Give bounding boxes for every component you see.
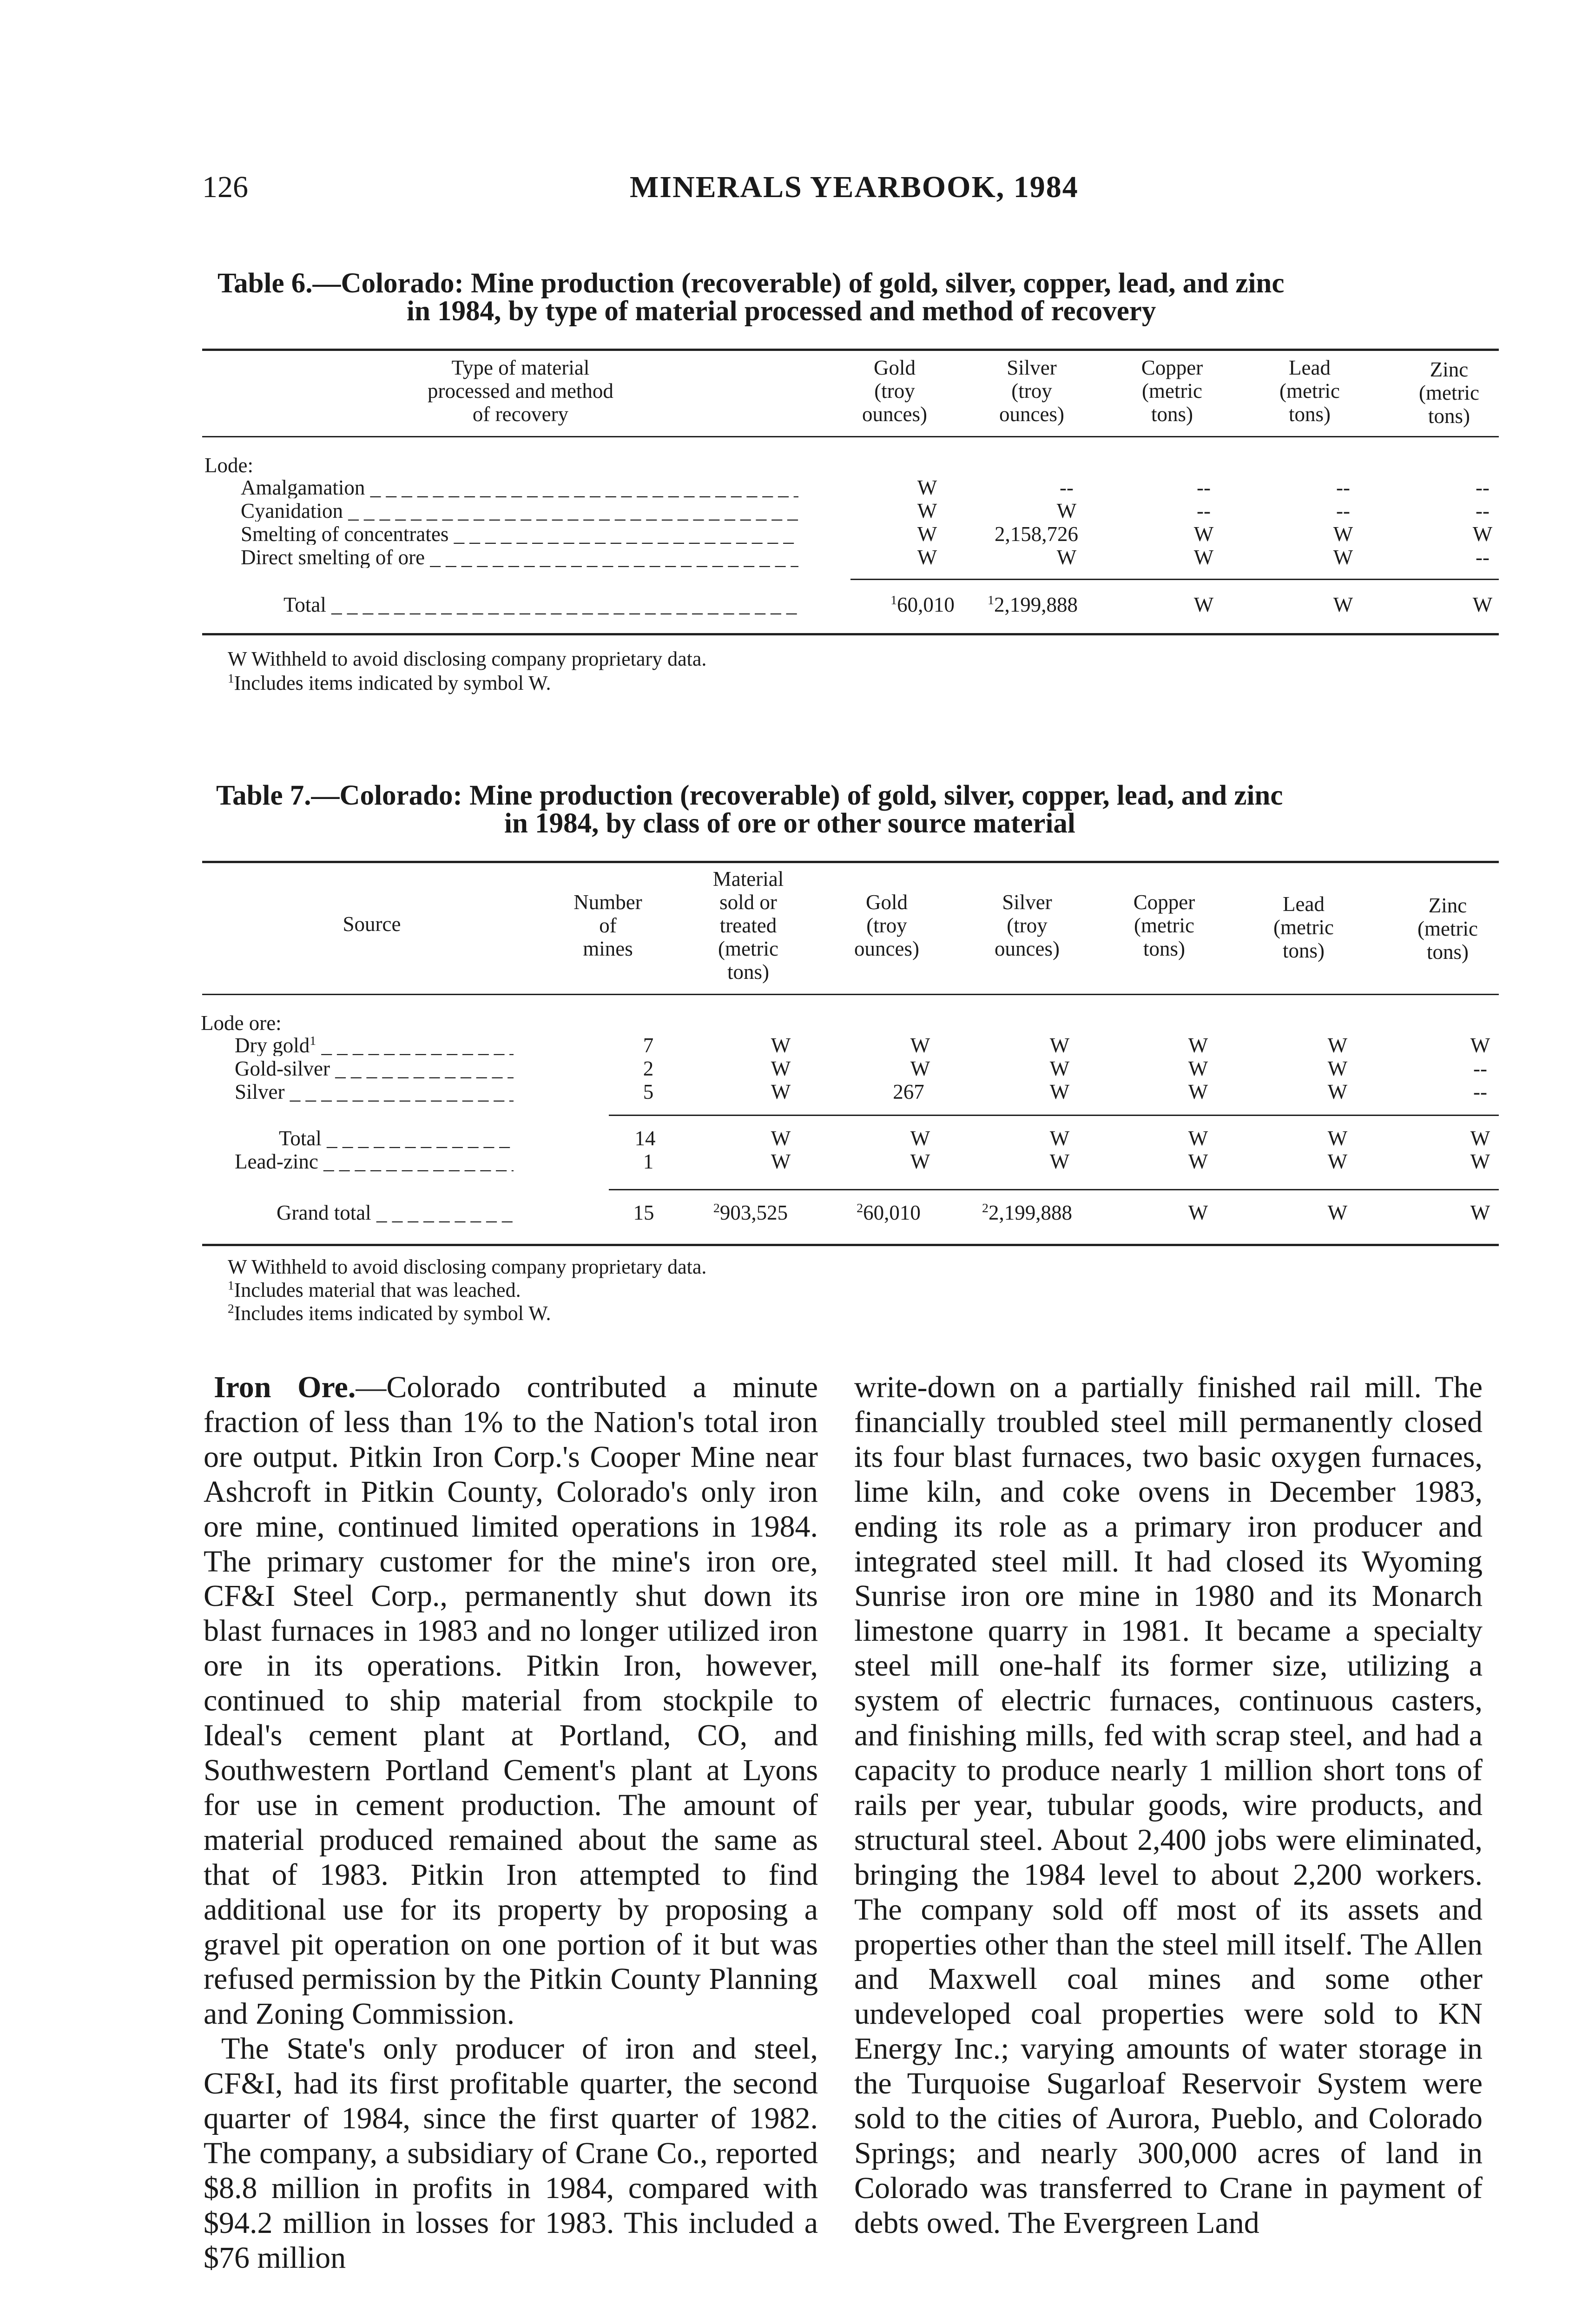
col-head-line: (metric (1417, 917, 1478, 940)
col-head-line: (metric (1279, 379, 1340, 403)
paragraph: write-down on a partially finished rail mill. The financially troubled steel mill permanently closed its four blast furnaces, two basic oxygen furnaces, lime kiln, and coke ovens in December 1983, ending its role as a primary iron producer and integrated steel mill. It had closed its Wyoming Sunrise iron ore mine in 1980 and its Monarch limestone quarry in 1981. It became a specialty steel mill one-half its former size, utilizing a system of electric furnaces, continuous casters, and finishing mills, fed with scrap steel, and had a capacity to produce nearly 1 million short tons of rails per year, tubular goods, wire products, and structural steel. About 2,400 jobs were eliminated, bringing the 1984 level to about 2,200 workers. The company sold off most of its assets and properties other than the steel mill itself. The Allen and Maxwell coal mines and some other undeveloped coal properties were sold to KN Energy Inc.; varying amounts of water storage in the Turquoise Sugarloaf Reservoir System were sold to the cities of Aurora, Pueblo, and Colorado Springs; and nearly 300,000 acres of land in Colorado was transferred to Crane in payment of debts owed. The Evergreen Land (854, 1370, 1483, 2240)
table-cell: W (1327, 1201, 1348, 1224)
table-cell: 14 (634, 1127, 656, 1150)
table-6-total-rule (850, 579, 1499, 580)
col-head-line: (troy (1011, 379, 1052, 403)
table-6-caption-line-2: in 1984, by type of material processed and method of recovery (407, 296, 1156, 327)
table-cell: -- (1197, 499, 1211, 522)
section-lead-in: Iron Ore. (214, 1370, 356, 1404)
table-cell: W (1327, 1057, 1348, 1080)
note-text: W Withheld to avoid disclosing company proprietary data. (228, 647, 707, 670)
col-head-line: tons) (1427, 940, 1469, 964)
table-cell: W (910, 1057, 930, 1080)
table-cell: 1 (643, 1150, 654, 1173)
table-cell: W (1193, 546, 1214, 569)
paragraph: The State's only producer of iron and steel, CF&I, had its first profitable quarter, the second quarter of 1984, since the first quarter of 1982. The company, a subsidiary of Crane Co., reported $8.8 million in profits in 1984, compared with $94.2 million in losses for 1983. This included a $76 million (204, 2032, 818, 2275)
col-head-line: treated (719, 914, 777, 937)
table-6-row-label: Amalgamation _ _ _ (241, 477, 798, 498)
table-cell: 5 (643, 1080, 654, 1103)
col-head-line: Gold (866, 891, 908, 914)
col-head-line: (metric (718, 937, 778, 960)
col-head-line: (metric (1134, 914, 1194, 937)
table-cell: W (1333, 522, 1353, 546)
col-head-line: sold or (719, 891, 777, 914)
table-cell: W (1470, 1201, 1490, 1224)
col-head-line: Zinc (1430, 358, 1469, 381)
footnote-mark: 1 (228, 671, 234, 686)
col-head-line: ounces) (999, 403, 1064, 426)
table-cell: 267 (893, 1080, 924, 1103)
table-cell: -- (1060, 476, 1074, 499)
table-cell: W (1188, 1057, 1208, 1080)
col-head-line: Zinc (1428, 894, 1467, 917)
col-head-line: (metric (1273, 916, 1334, 939)
body-column-left (204, 1370, 818, 2276)
table-cell: W (1327, 1150, 1348, 1173)
page-number: 126 (202, 170, 248, 204)
table-cell: W (917, 476, 937, 499)
total-value: 2,199,888 (988, 1201, 1072, 1224)
table-cell: -- (1476, 546, 1490, 569)
col-head-line: tons) (1283, 939, 1325, 962)
table-cell: W (1333, 546, 1353, 569)
col-head-line: (troy (874, 379, 915, 403)
table-7-top-rule (202, 861, 1499, 863)
table-cell: W (1470, 1034, 1490, 1057)
footnote-mark: 2 (228, 1301, 234, 1316)
table-6-stub-head-3: of recovery (472, 403, 569, 426)
table-cell: -- (1336, 476, 1350, 499)
table-7-stub-head: Source (343, 912, 401, 936)
table-cell: W (1188, 1080, 1208, 1103)
total-value: 903,525 (719, 1201, 788, 1224)
total-value: 60,010 (863, 1201, 921, 1224)
col-head-line: tons) (1151, 403, 1193, 426)
footnote-mark: 1 (228, 1278, 234, 1293)
table-cell: W (1472, 522, 1493, 546)
table-cell: W (771, 1034, 791, 1057)
table-cell: W (1188, 1034, 1208, 1057)
paragraph (204, 1370, 818, 2032)
table-7-bottom-rule (202, 1244, 1499, 1246)
note-text: W Withheld to avoid disclosing company proprietary data. (228, 1255, 707, 1278)
table-cell: W (1188, 1127, 1208, 1150)
table-7-note (228, 1255, 706, 1279)
table-cell: W (917, 546, 937, 569)
table-6-stub-head-1: Type of material (451, 356, 590, 379)
table-6-footnote (228, 671, 551, 695)
table-cell: W (917, 522, 937, 546)
table-cell: -- (1197, 476, 1211, 499)
table-7-group-label: Lode ore: (201, 1011, 282, 1035)
table-7-footnote (228, 1278, 521, 1302)
col-head-line: (metric (1142, 379, 1202, 403)
table-cell: W (1470, 1150, 1490, 1173)
table-cell: W (910, 1127, 930, 1150)
table-cell (988, 594, 1078, 615)
table-cell: W (1193, 522, 1214, 546)
col-head-line: Copper (1133, 891, 1195, 914)
paragraph-text: —Colorado contributed a minute fraction of less than 1% to the Nation's total iron ore output. Pitkin Iron Corp.'s Cooper Mine near Ashcroft in Pitkin County, Colorado's only iron ore mine, continued limited operations in 1984. The primary customer for the mine's iron ore, CF&I Steel Corp., permanently shut down its blast furnaces in 1983 and no longer utilized iron ore in its operations. Pitkin Iron, however, continued to ship material from stockpile to Ideal's cement plant at Portland, CO, and Southwestern Portland Cement's plant at Lyons for use in cement production. The amount of material produced remained about the same as that of 1983. Pitkin Iron attempted to find additional use for its property by proposing a gravel pit operation on one portion of it but was refused permission by the Pitkin County Planning and Zoning Commission. (204, 1370, 818, 2031)
table-cell: 15 (633, 1201, 654, 1224)
table-6-row-label: Cyanidation _ _ _ (241, 500, 798, 522)
table-cell: W (1188, 1201, 1208, 1224)
table-6-top-rule (202, 349, 1499, 351)
footnote-mark: 1 (890, 593, 897, 607)
table-cell: W (917, 499, 937, 522)
table-cell: -- (1473, 1057, 1487, 1080)
table-cell: 7 (643, 1034, 654, 1057)
table-7-grand-total-label: Grand total _ _ _ (277, 1202, 514, 1223)
col-head-line: tons) (1143, 937, 1185, 960)
body-column-right (854, 1370, 1483, 2241)
table-cell: W (1333, 593, 1353, 616)
running-title: MINERALS YEARBOOK, 1984 (630, 170, 1079, 204)
table-cell: -- (1336, 499, 1350, 522)
table-cell: W (1056, 546, 1077, 569)
table-7-row-label (235, 1035, 514, 1056)
table-cell: W (771, 1127, 791, 1150)
table-7-grand-total-rule (609, 1189, 1499, 1190)
col-head-line: Number (573, 891, 642, 914)
table-7-caption-line-1: Table 7.—Colorado: Mine production (recoverable) of gold, silver, copper, lead, and zinc (216, 780, 1283, 811)
col-head-line: mines (583, 937, 633, 960)
table-6-row-label: Direct smelting of ore _ _ _ (241, 547, 798, 568)
table-6-caption-line-1: Table 6.—Colorado: Mine production (recoverable) of gold, silver, copper, lead, and zinc (218, 268, 1285, 299)
table-6-head-rule (202, 436, 1499, 437)
note-text: Includes items indicated by symbol W. (234, 672, 551, 694)
table-7-row-label: Lead-zinc _ _ _ (235, 1151, 514, 1172)
col-head-line: ounces) (854, 937, 919, 960)
table-6-total-label: Total _ _ _ (283, 594, 798, 615)
col-head-line: (metric (1419, 381, 1479, 404)
table-6-bottom-rule (202, 633, 1499, 635)
table-cell (713, 1202, 788, 1223)
table-cell: W (1327, 1034, 1348, 1057)
footnote-mark: 1 (988, 593, 994, 607)
footnote-mark: 2 (857, 1201, 863, 1215)
footnote-mark: 1 (310, 1035, 316, 1048)
table-cell: W (1049, 1057, 1070, 1080)
table-cell: W (1049, 1127, 1070, 1150)
col-head-line: Silver (1007, 356, 1057, 379)
note-text: Includes material that was leached. (234, 1279, 521, 1301)
total-value: 2,199,888 (994, 593, 1078, 616)
row-label-text: Gold-silver (235, 1058, 330, 1079)
table-cell: W (1472, 593, 1493, 616)
table-6-note (228, 647, 706, 671)
col-head-line: Lead (1289, 356, 1331, 379)
table-cell: 2,158,726 (995, 522, 1078, 546)
table-cell: W (1327, 1127, 1348, 1150)
table-cell: W (771, 1080, 791, 1103)
table-cell: -- (1473, 1080, 1487, 1103)
table-cell: 2 (643, 1057, 654, 1080)
col-head-line: Silver (1002, 891, 1052, 914)
table-cell (857, 1202, 921, 1223)
note-text: Includes items indicated by symbol W. (234, 1302, 551, 1325)
row-label-text: Silver (235, 1081, 285, 1103)
table-cell: W (1049, 1080, 1070, 1103)
col-head-line: ounces) (995, 937, 1060, 960)
table-cell: -- (1476, 476, 1490, 499)
table-cell (982, 1202, 1072, 1223)
total-value: 60,010 (897, 593, 955, 616)
table-cell: W (910, 1034, 930, 1057)
col-head-line: Lead (1283, 892, 1325, 916)
table-cell (890, 594, 955, 615)
table-cell: W (1327, 1080, 1348, 1103)
table-6-stub-head-2: processed and method (428, 379, 613, 403)
table-cell: W (771, 1057, 791, 1080)
table-cell: W (910, 1150, 930, 1173)
col-head-line: tons) (727, 960, 769, 984)
table-6-group-label: Lode: (204, 454, 253, 477)
col-head-line: Copper (1141, 356, 1203, 379)
col-head-line: tons) (1289, 403, 1331, 426)
table-cell: W (1049, 1150, 1070, 1173)
table-7-row-label (235, 1058, 514, 1079)
table-cell: W (771, 1150, 791, 1173)
col-head-line: (troy (866, 914, 907, 937)
table-cell: W (1470, 1127, 1490, 1150)
row-label-text: Dry gold (235, 1035, 310, 1056)
table-7-head-rule (202, 994, 1499, 995)
col-head-line: (troy (1007, 914, 1048, 937)
col-head-line: of (599, 914, 617, 937)
table-7-footnote (228, 1301, 551, 1326)
table-7-subtotal-rule (609, 1115, 1499, 1116)
table-7-row-label: Total _ _ _ (279, 1128, 514, 1149)
table-7-caption-line-2: in 1984, by class of ore or other source material (504, 808, 1075, 839)
col-head-line: Material (712, 867, 784, 891)
table-cell: W (1056, 499, 1077, 522)
table-cell: W (1193, 593, 1214, 616)
table-cell: W (1188, 1150, 1208, 1173)
table-6-row-label: Smelting of concentrates _ _ _ (241, 523, 798, 545)
col-head-line: Gold (874, 356, 916, 379)
table-cell: -- (1476, 499, 1490, 522)
footnote-mark: 2 (713, 1201, 720, 1215)
col-head-line: ounces) (862, 403, 927, 426)
col-head-line: tons) (1428, 404, 1470, 428)
table-cell: W (1049, 1034, 1070, 1057)
table-7-row-label (235, 1081, 514, 1103)
footnote-mark: 2 (982, 1201, 989, 1215)
